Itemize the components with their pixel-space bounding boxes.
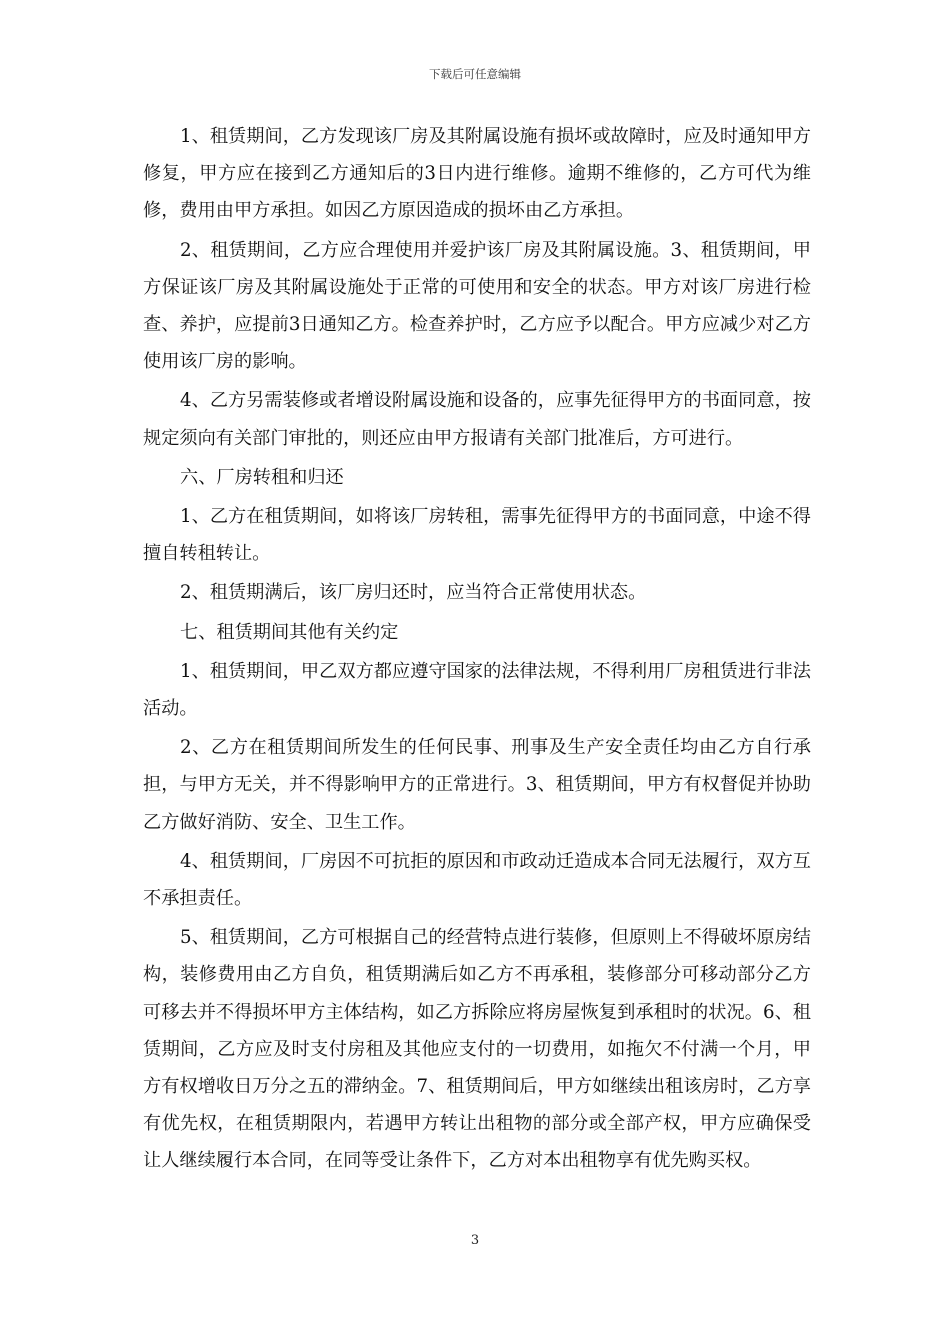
paragraph: 2、租赁期满后，该厂房归还时，应当符合正常使用状态。	[180, 582, 647, 604]
paragraph: 2、乙方在租赁期间所发生的任何民事、刑事及生产安全责任均由乙方自行承担，与甲方无关，并不得影响甲方的正常进行。3、租赁期间，甲方有权督促并协助乙方做好消防、安全、卫生工作。	[143, 737, 811, 833]
paragraph: 1、乙方在租赁期间，如将该厂房转租，需事先征得甲方的书面同意，中途不得擅自转租转让。	[143, 506, 811, 565]
paragraph: 4、乙方另需装修或者增设附属设施和设备的，应事先征得甲方的书面同意，按规定须向有关部门审批的，则还应由甲方报请有关部门批准后，方可进行。	[143, 390, 811, 449]
page-number: 3	[470, 1233, 480, 1248]
paragraph: 5、租赁期间，乙方可根据自己的经营特点进行装修，但原则上不得破坏原房结构，装修费用由乙方自负，租赁期满后如乙方不再承租，装修部分可移动部分乙方可移去并不得损坏甲方主体结构，如乙方拆除应将房屋恢复到承租时的状况。6、租赁期间，乙方应及时支付房租及其他应支付的一切费用，如拖欠不付满一个月，甲方有权增收日万分之五的滞纳金。7、租赁期间后，甲方如继续出租该房时，乙方享有优先权，在租赁期限内，若遇甲方转让出租物的部分或全部产权，甲方应确保受让人继续履行本合同，在同等受让条件下，乙方对本出租物享有优先购买权。	[143, 927, 811, 1172]
paragraph: 1、租赁期间，甲乙双方都应遵守国家的法律法规，不得利用厂房租赁进行非法活动。	[143, 660, 811, 720]
section-heading: 七、租赁期间其他有关约定	[180, 621, 399, 643]
paragraph: 1、租赁期间，乙方发现该厂房及其附属设施有损坏或故障时，应及时通知甲方修复，甲方应在接到乙方通知后的3日内进行维修。逾期不维修的，乙方可代为维修，费用由甲方承担。如因乙方原因造成的损坏由乙方承担。	[143, 126, 811, 222]
page-header: 下载后可任意编辑	[429, 67, 521, 81]
section-heading: 六、厂房转租和归还	[180, 466, 344, 488]
paragraph: 2、租赁期间，乙方应合理使用并爱护该厂房及其附属设施。3、租赁期间，甲方保证该厂房及其附属设施处于正常的可使用和安全的状态。甲方对该厂房进行检查、养护，应提前3日通知乙方。检查养护时，乙方应予以配合。甲方应减少对乙方使用该厂房的影响。	[143, 239, 811, 373]
document-body	[143, 118, 811, 1182]
paragraph: 4、租赁期间，厂房因不可抗拒的原因和市政动迁造成本合同无法履行，双方互不承担责任。	[143, 850, 811, 910]
